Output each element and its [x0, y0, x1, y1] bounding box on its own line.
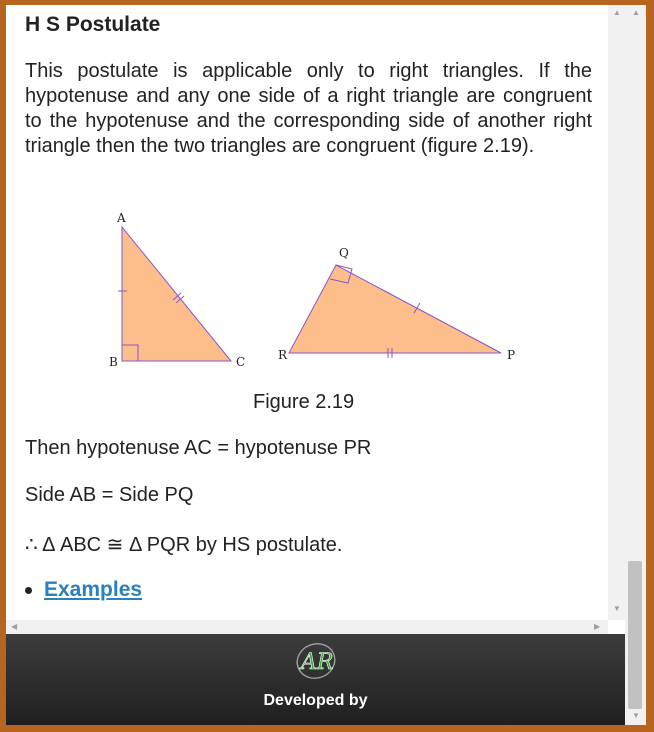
- window-vertical-scrollbar[interactable]: [625, 5, 646, 725]
- scroll-down-arrow-icon[interactable]: ▼: [613, 604, 621, 613]
- window-scroll-thumb[interactable]: [628, 561, 642, 709]
- bullet-dot: [25, 587, 32, 594]
- content-horizontal-scrollbar[interactable]: [6, 620, 608, 634]
- triangle-pqr: [289, 265, 501, 353]
- list-item: [25, 578, 142, 602]
- window-scroll-down-arrow-icon[interactable]: ▼: [632, 711, 640, 720]
- label-p: P: [507, 348, 516, 362]
- statement-side: Side AB = Side PQ: [25, 484, 194, 506]
- footer-bar: [6, 634, 625, 725]
- postulate-paragraph: This postulate is applicable only to right triangles. If the hypotenuse and any one side of a right triangle are congruent to the hypotenuse and the corresponding side of another right triangle then the two triangles are congruent (figure 2.19).: [25, 60, 592, 157]
- label-a: A: [117, 211, 126, 225]
- label-c: C: [236, 355, 246, 369]
- figure-caption: Figure 2.19: [253, 391, 355, 413]
- section-title: H S Postulate: [25, 13, 161, 36]
- app-window: [6, 5, 646, 725]
- window-scroll-up-arrow-icon[interactable]: ▲: [632, 8, 640, 17]
- scroll-left-arrow-icon[interactable]: ◀: [11, 622, 18, 631]
- scroll-up-arrow-icon[interactable]: ▲: [613, 8, 621, 17]
- lesson-content: [6, 5, 608, 620]
- scroll-right-arrow-icon[interactable]: ▶: [594, 622, 601, 631]
- statement-hypotenuse: Then hypotenuse AC = hypotenuse PR: [25, 437, 372, 459]
- developed-by-label: Developed by: [263, 692, 368, 709]
- triangle-abc: [122, 227, 231, 361]
- ar-logo-icon: [293, 640, 339, 682]
- statement-conclusion: ∴ Δ ABC ≅ Δ PQR by HS postulate.: [25, 534, 343, 556]
- label-q: Q: [339, 246, 349, 260]
- content-vertical-scrollbar[interactable]: [608, 5, 625, 620]
- label-r: R: [278, 348, 288, 362]
- ar-logo-text: AR: [301, 650, 334, 675]
- label-b: B: [109, 355, 118, 369]
- triangles-figure: [96, 203, 536, 383]
- examples-link[interactable]: Examples: [44, 578, 143, 601]
